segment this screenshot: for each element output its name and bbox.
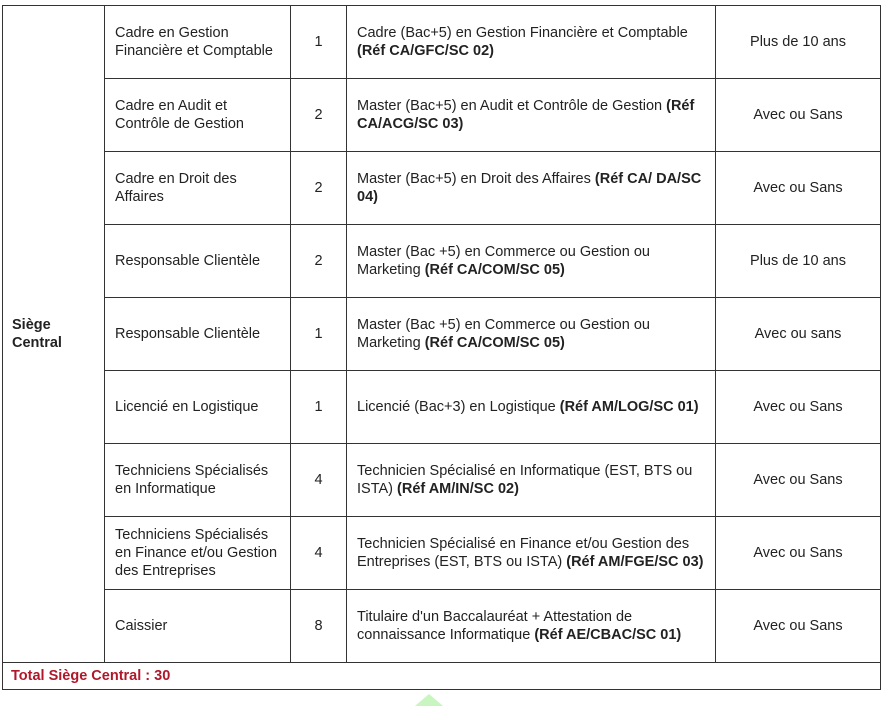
reference-code: (Réf AM/LOG/SC 01) [559, 399, 699, 415]
count-cell: 2 [291, 152, 347, 225]
count-cell: 2 [291, 79, 347, 152]
poste-cell: Responsable Clientèle [105, 225, 291, 298]
experience-cell: Plus de 10 ans [716, 6, 881, 79]
experience-cell: Avec ou Sans [716, 371, 881, 444]
table-row [3, 79, 881, 152]
profile-text: Technicien Spécialisé en Finance et/ou Gestion des Entreprises (EST, BTS ou ISTA) [357, 536, 690, 570]
profile-text: Master (Bac+5) en Audit et Contrôle de Gestion [357, 98, 667, 114]
profile-cell [347, 444, 716, 517]
table-row [3, 371, 881, 444]
profile-text: Licencié (Bac+3) en Logistique [357, 399, 560, 415]
table-row [3, 225, 881, 298]
experience-cell: Plus de 10 ans [716, 225, 881, 298]
count-cell: 1 [291, 6, 347, 79]
poste-cell: Techniciens Spécialisés en Finance et/ou Gestion des Entreprises [105, 517, 291, 590]
profile-cell [347, 79, 716, 152]
experience-cell: Avec ou Sans [716, 444, 881, 517]
table-row [3, 6, 881, 79]
site-cell: Siège Central [3, 6, 105, 663]
count-cell: 4 [291, 444, 347, 517]
table-row [3, 590, 881, 663]
profile-text: Master (Bac +5) en Commerce ou Gestion ou Marketing [357, 317, 650, 351]
total-label: Total Siège Central : 30 [3, 663, 881, 690]
profile-text: Cadre (Bac+5) en Gestion Financière et Comptable [357, 25, 688, 41]
poste-cell: Caissier [105, 590, 291, 663]
reference-code: (Réf AM/IN/SC 02) [397, 481, 519, 497]
experience-cell: Avec ou Sans [716, 79, 881, 152]
count-cell: 8 [291, 590, 347, 663]
profile-cell [347, 225, 716, 298]
profile-cell [347, 152, 716, 225]
profile-cell [347, 371, 716, 444]
reference-code: (Réf CA/GFC/SC 02) [357, 43, 494, 59]
poste-cell: Techniciens Spécialisés en Informatique [105, 444, 291, 517]
count-cell: 1 [291, 298, 347, 371]
count-cell: 4 [291, 517, 347, 590]
profile-text: Master (Bac +5) en Commerce ou Gestion ou Marketing [357, 244, 650, 278]
poste-cell: Responsable Clientèle [105, 298, 291, 371]
reference-code: (Réf AM/FGE/SC 03) [566, 554, 704, 570]
poste-cell: Cadre en Droit des Affaires [105, 152, 291, 225]
poste-cell: Cadre en Gestion Financière et Comptable [105, 6, 291, 79]
experience-cell: Avec ou Sans [716, 517, 881, 590]
reference-code: (Réf AE/CBAC/SC 01) [534, 627, 682, 643]
profile-text: Technicien Spécialisé en Informatique (EST, BTS ou ISTA) [357, 463, 693, 497]
profile-cell [347, 6, 716, 79]
total-row [3, 663, 881, 690]
positions-table [2, 5, 881, 690]
experience-cell: Avec ou Sans [716, 152, 881, 225]
count-cell: 2 [291, 225, 347, 298]
reference-code: (Réf CA/COM/SC 05) [424, 262, 565, 278]
poste-cell: Licencié en Logistique [105, 371, 291, 444]
experience-cell: Avec ou sans [716, 298, 881, 371]
reference-code: (Réf CA/COM/SC 05) [424, 335, 565, 351]
profile-cell [347, 298, 716, 371]
poste-cell: Cadre en Audit et Contrôle de Gestion [105, 79, 291, 152]
experience-cell: Avec ou Sans [716, 590, 881, 663]
watermark-shape [415, 694, 443, 706]
table-row [3, 444, 881, 517]
profile-text: Master (Bac+5) en Droit des Affaires [357, 171, 595, 187]
table-row [3, 517, 881, 590]
table-row [3, 152, 881, 225]
profile-text: Titulaire d'un Baccalauréat + Attestation de connaissance Informatique [357, 609, 633, 643]
reference-code: (Réf CA/ DA/SC 04) [357, 171, 702, 205]
table-row [3, 298, 881, 371]
profile-cell [347, 590, 716, 663]
profile-cell [347, 517, 716, 590]
reference-code: (Réf CA/ACG/SC 03) [357, 98, 695, 132]
count-cell: 1 [291, 371, 347, 444]
